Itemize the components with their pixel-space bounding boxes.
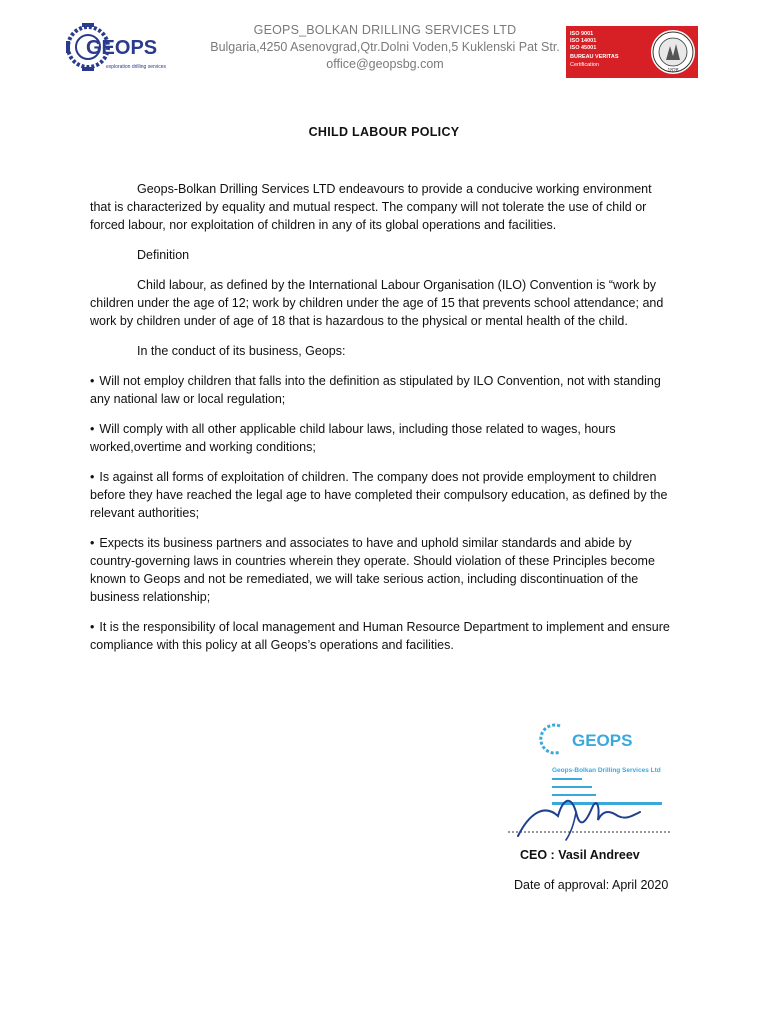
- svg-text:GEOPS: GEOPS: [572, 731, 633, 750]
- bullet-icon: •: [90, 422, 95, 436]
- svg-text:BUREAU VERITAS: BUREAU VERITAS: [570, 54, 619, 60]
- conduct-intro: In the conduct of its business, Geops:: [137, 344, 346, 358]
- policy-bullet: • Will comply with all other applicable child labour laws, including those related to wages, hours worked,overtime and working conditions;: [90, 422, 616, 454]
- definition-paragraph: Child labour, as defined by the International Labour Organisation (ILO) Convention is “work by children under the age of 12; work by children under the age of 15 that prevents school attendance; and work by children under of age of 18 that is hazardous to the physical or mental health of the child.: [90, 278, 664, 328]
- definition-heading: Definition: [137, 248, 190, 262]
- svg-text:Certification: Certification: [570, 62, 600, 68]
- bureau-veritas-badge: [566, 26, 698, 78]
- intro-paragraph: Geops-Bolkan Drilling Services LTD endeavours to provide a conducive working environment that is characterized by equality and mutual respect. The company will not tolerate the use of child or forced labour, nor exploitation of children in any of its global operations and facilities.: [90, 182, 652, 232]
- geops-logo: [66, 20, 172, 78]
- svg-text:ISO 14001: ISO 14001: [570, 38, 597, 44]
- company-email: office@geopsbg.com: [326, 57, 444, 71]
- svg-text:Geops-Bolkan Drilling Services: Geops-Bolkan Drilling Services Ltd: [552, 767, 661, 774]
- bullet-icon: •: [90, 536, 95, 550]
- bullet-icon: •: [90, 374, 95, 388]
- policy-body: [90, 180, 675, 666]
- policy-bullet: • Will not employ children that falls into the definition as stipulated by ILO Convention, not with standing any national law or local regulation;: [90, 374, 661, 406]
- company-name: GEOPS_BOLKAN DRILLING SERVICES LTD: [253, 23, 517, 37]
- svg-text:exploration drilling services: exploration drilling services: [106, 64, 167, 70]
- signature-ink: [518, 801, 640, 836]
- svg-text:1828: 1828: [667, 68, 679, 74]
- ceo-name: CEO : Vasil Andreev: [520, 848, 640, 862]
- svg-text:ISO 45001: ISO 45001: [570, 45, 597, 51]
- policy-bullet: • Expects its business partners and associates to have and uphold similar standards and abide by country-governing laws in countries wherein they operate. Should violation of these Principles become known to Geops and not be remediated, we will take serious action, including discontinuation of the business relationship;: [90, 536, 655, 604]
- policy-bullet: • Is against all forms of exploitation of children. The company does not provide employment to children before they have reached the legal age to have completed their compulsory education, as defined by the relevant authorities;: [90, 470, 668, 520]
- bureau-veritas-seal-icon: [651, 30, 695, 74]
- bullet-icon: •: [90, 620, 95, 634]
- company-address: Bulgaria,4250 Asenovgrad,Qtr.Dolni Voden,5 Kuklenski Pat Str.: [210, 40, 560, 54]
- bullet-icon: •: [90, 470, 95, 484]
- approval-date: Date of approval: April 2020: [514, 878, 669, 892]
- company-stamp: [541, 725, 662, 805]
- company-info: [190, 22, 580, 73]
- svg-text:ISO 9001: ISO 9001: [570, 31, 594, 37]
- svg-text:GEOPS: GEOPS: [86, 37, 158, 59]
- company-stamp-and-signature: [500, 712, 680, 862]
- policy-bullet: • It is the responsibility of local management and Human Resource Department to implement and ensure compliance with this policy at all Geops’s operations and facilities.: [90, 620, 670, 652]
- document-title: CHILD LABOUR POLICY: [308, 125, 460, 139]
